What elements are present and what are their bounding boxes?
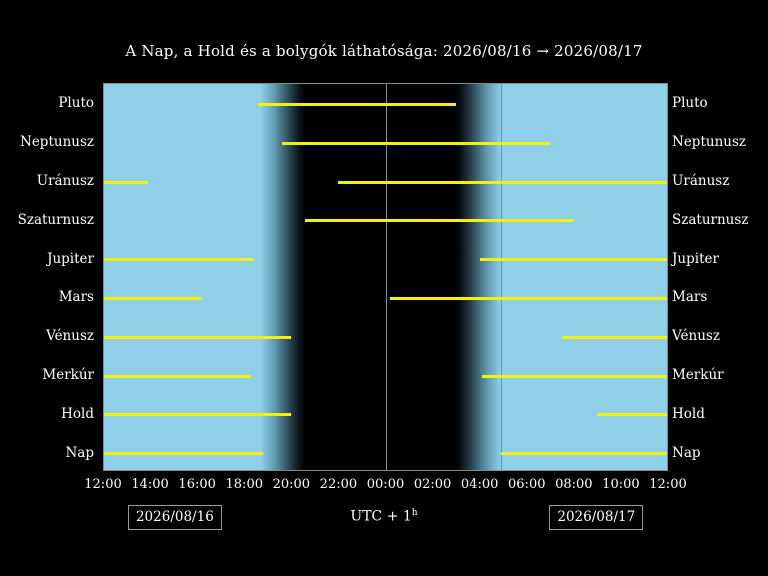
- visibility-bar: [562, 336, 668, 339]
- visibility-bar: [103, 336, 291, 339]
- x-tick-label-4: 20:00: [272, 477, 311, 492]
- axis-label-left-3: Szaturnusz: [17, 211, 94, 228]
- axis-label-right-5: Mars: [672, 289, 708, 306]
- visibility-bar: [390, 297, 668, 300]
- axis-label-left-5: Mars: [58, 289, 94, 306]
- x-tick-label-10: 08:00: [555, 477, 593, 492]
- axis-label-right-2: Uránusz: [672, 173, 730, 189]
- x-tick-label-11: 10:00: [602, 477, 640, 492]
- x-tick-label-9: 06:00: [508, 477, 546, 492]
- visibility-bar: [597, 413, 668, 416]
- axis-label-left-4: Jupiter: [47, 250, 94, 267]
- date-badge-right: 2026/08/17: [549, 505, 643, 530]
- visibility-bar: [103, 297, 202, 300]
- visibility-bar: [103, 375, 251, 378]
- visibility-bar: [103, 258, 254, 261]
- timezone-text: UTC + 1: [350, 508, 412, 525]
- visibility-bar: [103, 452, 263, 455]
- x-tick-label-3: 18:00: [225, 477, 263, 492]
- axis-label-right-7: Merkúr: [672, 367, 724, 383]
- x-tick-label-0: 12:00: [84, 477, 122, 492]
- visibility-bar: [282, 142, 550, 145]
- plot-area: [103, 83, 668, 471]
- visibility-bar: [482, 375, 668, 378]
- visibility-bar: [258, 103, 456, 106]
- axis-label-left-1: Neptunusz: [20, 134, 94, 151]
- axis-label-left-8: Hold: [61, 405, 94, 422]
- axis-label-right-4: Jupiter: [672, 250, 719, 267]
- axis-label-right-3: Szaturnusz: [672, 211, 749, 228]
- axis-label-left-0: Pluto: [58, 95, 94, 112]
- visibility-bar: [305, 219, 573, 222]
- axis-label-right-1: Neptunusz: [672, 134, 746, 151]
- visibility-bar: [338, 181, 668, 184]
- axis-label-left-2: Uránusz: [36, 173, 94, 189]
- visibility-bar: [501, 452, 668, 455]
- x-tick-label-1: 14:00: [131, 477, 169, 492]
- axis-label-left-7: Merkúr: [42, 367, 94, 383]
- timezone-label: [0, 508, 768, 525]
- x-tick-label-2: 16:00: [178, 477, 216, 492]
- x-tick-label-7: 02:00: [413, 477, 452, 492]
- date-badge-left: 2026/08/16: [128, 505, 222, 530]
- timezone-superscript: h: [411, 508, 418, 518]
- axis-label-right-6: Vénusz: [672, 328, 720, 345]
- axis-label-left-6: Vénusz: [46, 328, 94, 345]
- axis-label-right-8: Hold: [672, 405, 705, 422]
- visibility-bar: [480, 258, 668, 261]
- axis-label-left-9: Nap: [65, 444, 94, 461]
- x-tick-label-12: 12:00: [649, 477, 687, 492]
- axis-label-right-9: Nap: [672, 444, 701, 461]
- axis-label-right-0: Pluto: [672, 95, 708, 112]
- x-tick-label-6: 00:00: [366, 477, 405, 492]
- visibility-bar: [103, 413, 291, 416]
- x-tick-label-5: 22:00: [319, 477, 358, 492]
- chart-title: A Nap, a Hold és a bolygók láthatósága: 2026/08/16 → 2026/08/17: [125, 42, 643, 60]
- visibility-bar: [103, 181, 148, 184]
- x-tick-label-8: 04:00: [460, 477, 499, 492]
